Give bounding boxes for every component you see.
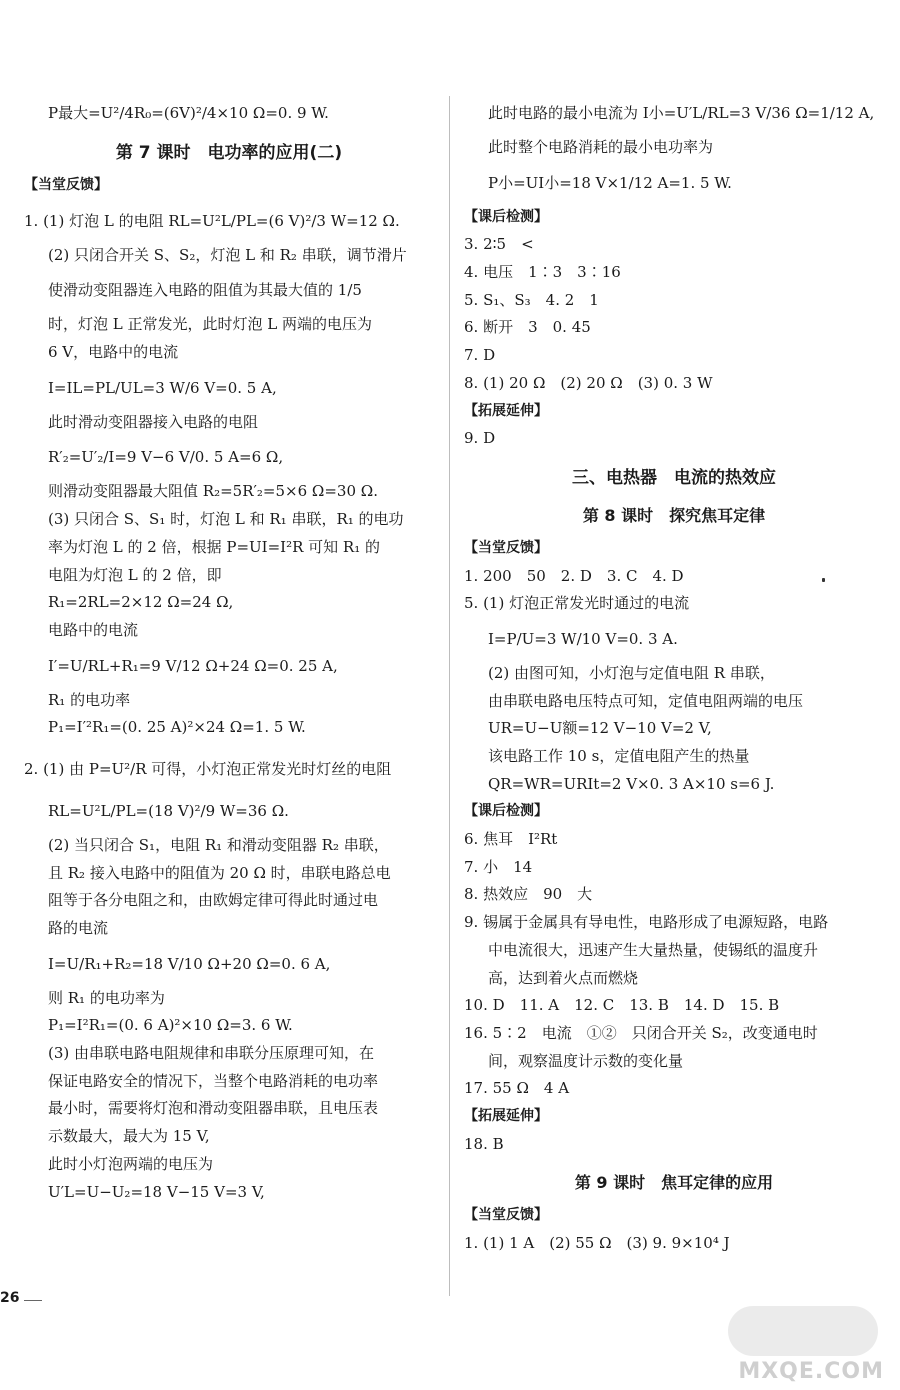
- answer-line: 18. B: [464, 1134, 504, 1153]
- answer-line: U′L=U−U₂=18 V−15 V=3 V,: [48, 1182, 265, 1201]
- answer-line: RL=U²L/PL=(18 V)²/9 W=36 Ω.: [48, 801, 289, 820]
- answer-line: 7. D: [464, 346, 496, 365]
- right-column: [464, 92, 884, 1258]
- answer-line: R₁ 的电功率: [48, 690, 131, 709]
- answer-line: 2. (1) 由 P=U²/R 可得，小灯泡正常发光时灯丝的电阻: [24, 759, 392, 778]
- answer-line: 1. (1) 1 A (2) 55 Ω (3) 9. 9×10⁴ J: [464, 1234, 730, 1252]
- answer-line: (2) 当只闭合 S₁，电阻 R₁ 和滑动变阻器 R₂ 串联，: [48, 835, 389, 854]
- section-label: 【课后检测】: [464, 803, 548, 820]
- answer-line: I′=U/RL+R₁=9 V/12 Ω+24 Ω=0. 25 A,: [48, 656, 338, 675]
- answer-line: I=P/U=3 W/10 V=0. 3 A.: [488, 629, 678, 648]
- answer-line: 此时整个电路消耗的最小电功率为: [488, 138, 714, 156]
- answer-line: 电阻为灯泡 L 的 2 倍，即: [48, 565, 222, 584]
- answer-line: 间，观察温度计示数的变化量: [488, 1051, 684, 1070]
- answer-line: 4. 电压 1∶3 3∶16: [464, 263, 621, 282]
- section-label: 【当堂反馈】: [464, 1207, 548, 1224]
- answer-line: 此时滑动变阻器接入电路的电阻: [48, 412, 259, 431]
- answer-line: 中电流很大，迅速产生大量热量，使锡纸的温度升: [488, 940, 819, 959]
- answer-line: 保证电路安全的情况下，当整个电路消耗的电功率: [48, 1071, 379, 1090]
- answer-line: 9. D: [464, 429, 496, 448]
- answer-line: 时，灯泡 L 正常发光，此时灯泡 L 两端的电压为: [48, 315, 372, 334]
- answer-line: 率为灯泡 L 的 2 倍，根据 P=UI=I²R 可知 R₁ 的: [48, 537, 380, 556]
- answer-line: 此时小灯泡两端的电压为: [48, 1154, 214, 1173]
- watermark-badge-icon: [728, 1306, 878, 1356]
- answer-line: I=U/R₁+R₂=18 V/10 Ω+20 Ω=0. 6 A,: [48, 954, 331, 973]
- answer-line: 1. (1) 灯泡 L 的电阻 RL=U²L/PL=(6 V)²/3 W=12 Ω.: [24, 211, 400, 230]
- answer-line: (2) 只闭合开关 S、S₂，灯泡 L 和 R₂ 串联，调节滑片: [48, 245, 407, 264]
- watermark-text: MXQE.COM: [738, 1359, 884, 1384]
- answer-line: 7. 小 14: [464, 857, 533, 876]
- answer-line: 此时电路的最小电流为 I小=U′L/RL=3 V/36 Ω=1/12 A,: [488, 104, 875, 122]
- answer-line: 8. (1) 20 Ω (2) 20 Ω (3) 0. 3 W: [464, 373, 713, 392]
- answer-line: R′₂=U′₂/I=9 V−6 V/0. 5 A=6 Ω,: [48, 448, 284, 467]
- answer-line: 电路中的电流: [48, 620, 139, 639]
- answer-line: 6 V，电路中的电流: [48, 343, 179, 362]
- answer-line: P小=UI小=18 V×1/12 A=1. 5 W.: [488, 173, 732, 192]
- answer-line: 10. D 11. A 12. C 13. B 14. D 15. B: [464, 996, 780, 1015]
- answer-line: 9. 锡属于金属具有导电性，电路形成了电源短路，电路: [464, 913, 829, 932]
- answer-line: 使滑动变阻器连入电路的阻值为其最大值的 1/5: [48, 281, 362, 300]
- answer-line: 6. 断开 3 0. 45: [464, 318, 591, 337]
- answer-line: 16. 5∶2 电流 ①② 只闭合开关 S₂，改变通电时: [464, 1023, 818, 1042]
- answer-line: 高，达到着火点而燃烧: [488, 968, 639, 987]
- answer-line: 17. 55 Ω 4 A: [464, 1079, 570, 1098]
- answer-line: 则滑动变阻器最大阻值 R₂=5R′₂=5×6 Ω=30 Ω.: [48, 482, 378, 501]
- answer-line: 由串联电路电压特点可知，定值电阻两端的电压: [488, 691, 804, 710]
- answer-line: P₁=I²R₁=(0. 6 A)²×10 Ω=3. 6 W.: [48, 1016, 293, 1035]
- lesson-heading: 第 7 课时 电功率的应用(二): [115, 143, 343, 163]
- answer-line: 6. 焦耳 I²Rt: [464, 830, 558, 849]
- answer-line: P最大=U²/4R₀=(6V)²/4×10 Ω=0. 9 W.: [48, 104, 329, 122]
- answer-line: (2) 由图可知，小灯泡与定值电阻 R 串联，: [488, 663, 775, 682]
- page-number: 26: [0, 1290, 20, 1306]
- answer-line: 示数最大，最大为 15 V,: [48, 1127, 210, 1146]
- section-label: 【当堂反馈】: [464, 539, 548, 556]
- answer-line: 则 R₁ 的电功率为: [48, 988, 165, 1007]
- answer-line: I=IL=PL/UL=3 W/6 V=0. 5 A,: [48, 378, 277, 397]
- lesson-heading: 第 8 课时 探究焦耳定律: [582, 505, 766, 525]
- section-label: 【拓展延伸】: [464, 402, 548, 419]
- section-label: 【当堂反馈】: [24, 177, 108, 193]
- answer-line: 5. (1) 灯泡正常发光时通过的电流: [464, 594, 690, 613]
- answer-line: UR=U−U额=12 V−10 V=2 V,: [488, 719, 712, 738]
- section-label: 【拓展延伸】: [464, 1107, 548, 1124]
- answer-line: QR=WR=URIt=2 V×0. 3 A×10 s=6 J.: [488, 774, 775, 793]
- answer-line: R₁=2RL=2×12 Ω=24 Ω,: [48, 593, 234, 612]
- answer-line: 最小时，需要将灯泡和滑动变阻器串联，且电压表: [48, 1099, 379, 1118]
- answer-line: 1. 200 50 2. D 3. C 4. D: [464, 566, 684, 585]
- answer-line: 阻等于各分电阻之和，由欧姆定律可得此时通过电: [48, 891, 379, 910]
- answer-line: (3) 只闭合 S、S₁ 时，灯泡 L 和 R₁ 串联，R₁ 的电功: [48, 510, 404, 529]
- answer-line: 3. 2∶5 <: [464, 235, 534, 254]
- answer-line: 8. 热效应 90 大: [464, 885, 593, 904]
- left-column: [24, 92, 434, 1206]
- answer-line: (3) 由串联电路电阻规律和串联分压原理可知，在: [48, 1044, 375, 1063]
- answer-line: 5. S₁、S₃ 4. 2 1: [464, 290, 599, 309]
- column-divider: [449, 96, 450, 1296]
- lesson-heading: 第 9 课时 焦耳定律的应用: [574, 1173, 774, 1193]
- lesson-heading: 三、电热器 电流的热效应: [572, 467, 776, 488]
- section-label: 【课后检测】: [464, 208, 548, 225]
- answer-line: 该电路工作 10 s，定值电阻产生的热量: [488, 747, 750, 765]
- footer-rule: [24, 1300, 42, 1301]
- answer-line: 且 R₂ 接入电路中的阻值为 20 Ω 时，串联电路总电: [48, 863, 391, 882]
- answer-line: 路的电流: [48, 919, 109, 937]
- answer-line: P₁=I′²R₁=(0. 25 A)²×24 Ω=1. 5 W.: [48, 718, 306, 737]
- watermark-logo: [708, 1306, 888, 1384]
- stray-mark: [822, 578, 825, 582]
